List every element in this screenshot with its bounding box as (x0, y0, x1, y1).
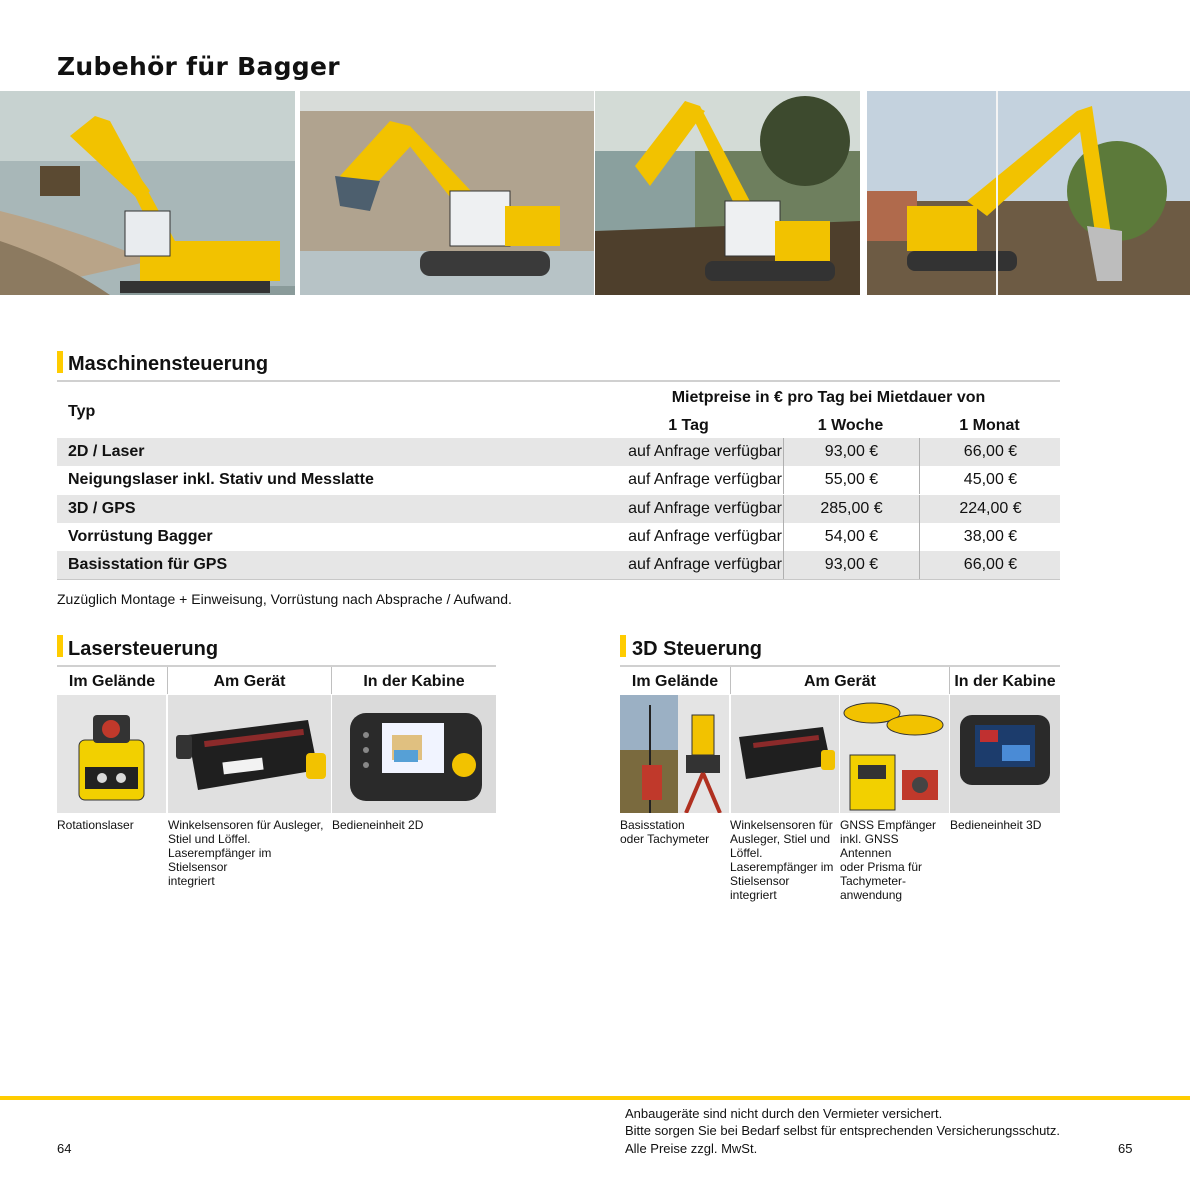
row-typ: Vorrüstung Bagger (68, 528, 213, 545)
row-typ: Basisstation für GPS (68, 556, 228, 573)
row-price-1-tag: auf Anfrage verfügbar (628, 556, 782, 573)
column-separator (730, 667, 731, 694)
table-row (57, 551, 1060, 579)
row-price-1-monat: 38,00 € (919, 523, 1061, 551)
column-separator (331, 667, 332, 694)
column-separator (949, 667, 950, 694)
section-heading-lasersteuerung: Lasersteuerung (68, 638, 219, 660)
footer-note-line3: Alle Preise zzgl. MwSt. (625, 1141, 758, 1156)
caption-basisstation: Basisstation oder Tachymeter (620, 818, 710, 846)
table-row (57, 523, 1060, 551)
row-price-1-monat: 66,00 € (919, 438, 1061, 466)
rotation-laser-image (57, 695, 166, 813)
column-header-in-der-kabine: In der Kabine (363, 673, 465, 690)
row-price-1-tag: auf Anfrage verfügbar (628, 471, 782, 488)
column-header-im-gelaende: Im Gelände (68, 673, 156, 690)
column-header-typ: Typ (68, 403, 96, 420)
row-typ: 2D / Laser (68, 443, 145, 460)
gnss-receiver-image (840, 695, 949, 813)
column-group-header: Mietpreise in € pro Tag bei Mietdauer von (671, 389, 986, 406)
steuerung3d-grid (620, 667, 1060, 813)
column-header-am-geraet: Am Gerät (213, 673, 286, 690)
excavator-photo-river (0, 91, 295, 295)
section-accent-bar (620, 635, 626, 657)
section-accent-bar (57, 635, 63, 657)
row-price-1-woche: 93,00 € (783, 438, 919, 466)
page-number-right: 65 (1118, 1141, 1133, 1156)
section-accent-bar (57, 351, 63, 373)
table-row (57, 438, 1060, 466)
footer-note-line2: Bitte sorgen Sie bei Bedarf selbst für entsprechenden Versicherungsschutz. (625, 1123, 1061, 1138)
column-header-1-woche: 1 Woche (817, 417, 884, 434)
table-row (57, 466, 1060, 494)
section-heading-maschinensteuerung: Maschinensteuerung (68, 353, 269, 375)
caption-bedieneinheit-2d: Bedieneinheit 2D (332, 818, 424, 832)
page-number-left: 64 (57, 1141, 72, 1156)
row-price-1-tag: auf Anfrage verfügbar (628, 500, 782, 517)
row-price-1-monat: 66,00 € (919, 551, 1061, 579)
row-price-1-woche: 93,00 € (783, 551, 919, 579)
section-rule (57, 380, 1060, 382)
footer-accent-line (0, 1096, 1190, 1100)
table-bottom-rule (57, 579, 1060, 580)
column-header-am-geraet: Am Gerät (803, 673, 877, 690)
column-header-im-gelaende: Im Gelände (631, 673, 719, 690)
excavator-photo-riverbank (595, 91, 860, 295)
caption-gnss-empfaenger: GNSS Empfänger inkl. GNSS Antennen oder Prisma für Tachymeter- anwendung (840, 818, 937, 902)
row-price-1-monat: 224,00 € (919, 495, 1061, 523)
control-unit-2d-image (332, 695, 496, 813)
page-title: Zubehör für Bagger (57, 52, 340, 81)
row-price-1-woche: 285,00 € (783, 495, 919, 523)
column-header-1-tag: 1 Tag (668, 417, 709, 434)
column-separator (167, 667, 168, 694)
footer-note-line1: Anbaugeräte sind nicht durch den Vermieter versichert. (625, 1106, 943, 1121)
base-station-tachymeter-image (620, 695, 729, 813)
excavator-photo-sandpit (300, 91, 594, 295)
row-typ: 3D / GPS (68, 500, 136, 517)
column-header-in-der-kabine: In der Kabine (954, 673, 1056, 690)
row-price-1-tag: auf Anfrage verfügbar (628, 443, 782, 460)
table-row (57, 495, 1060, 523)
angle-sensor-image (731, 695, 839, 813)
row-price-1-woche: 55,00 € (783, 466, 919, 494)
caption-winkelsensoren-3d: Winkelsensoren für Ausleger, Stiel und Löffel. Laserempfänger im Stielsensor integriert (730, 818, 834, 902)
column-header-1-monat: 1 Monat (959, 417, 1020, 434)
caption-bedieneinheit-3d: Bedieneinheit 3D (950, 818, 1042, 832)
excavator-photo-garden (867, 91, 1190, 295)
section-heading-3d-steuerung: 3D Steuerung (632, 638, 763, 660)
row-price-1-woche: 54,00 € (783, 523, 919, 551)
row-price-1-monat: 45,00 € (919, 466, 1061, 494)
row-typ: Neigungslaser inkl. Stativ und Messlatte (68, 471, 374, 488)
angle-sensor-image (168, 695, 331, 813)
caption-winkelsensoren: Winkelsensoren für Ausleger, Stiel und Löffel. Laserempfänger im Stielsensor integriert (168, 818, 324, 888)
row-price-1-tag: auf Anfrage verfügbar (628, 528, 782, 545)
table-note: Zuzüglich Montage + Einweisung, Vorrüstung nach Absprache / Aufwand. (57, 591, 512, 607)
caption-rotationslaser: Rotationslaser (57, 818, 134, 832)
control-unit-3d-image (950, 695, 1060, 813)
lasersteuerung-grid (57, 667, 496, 813)
